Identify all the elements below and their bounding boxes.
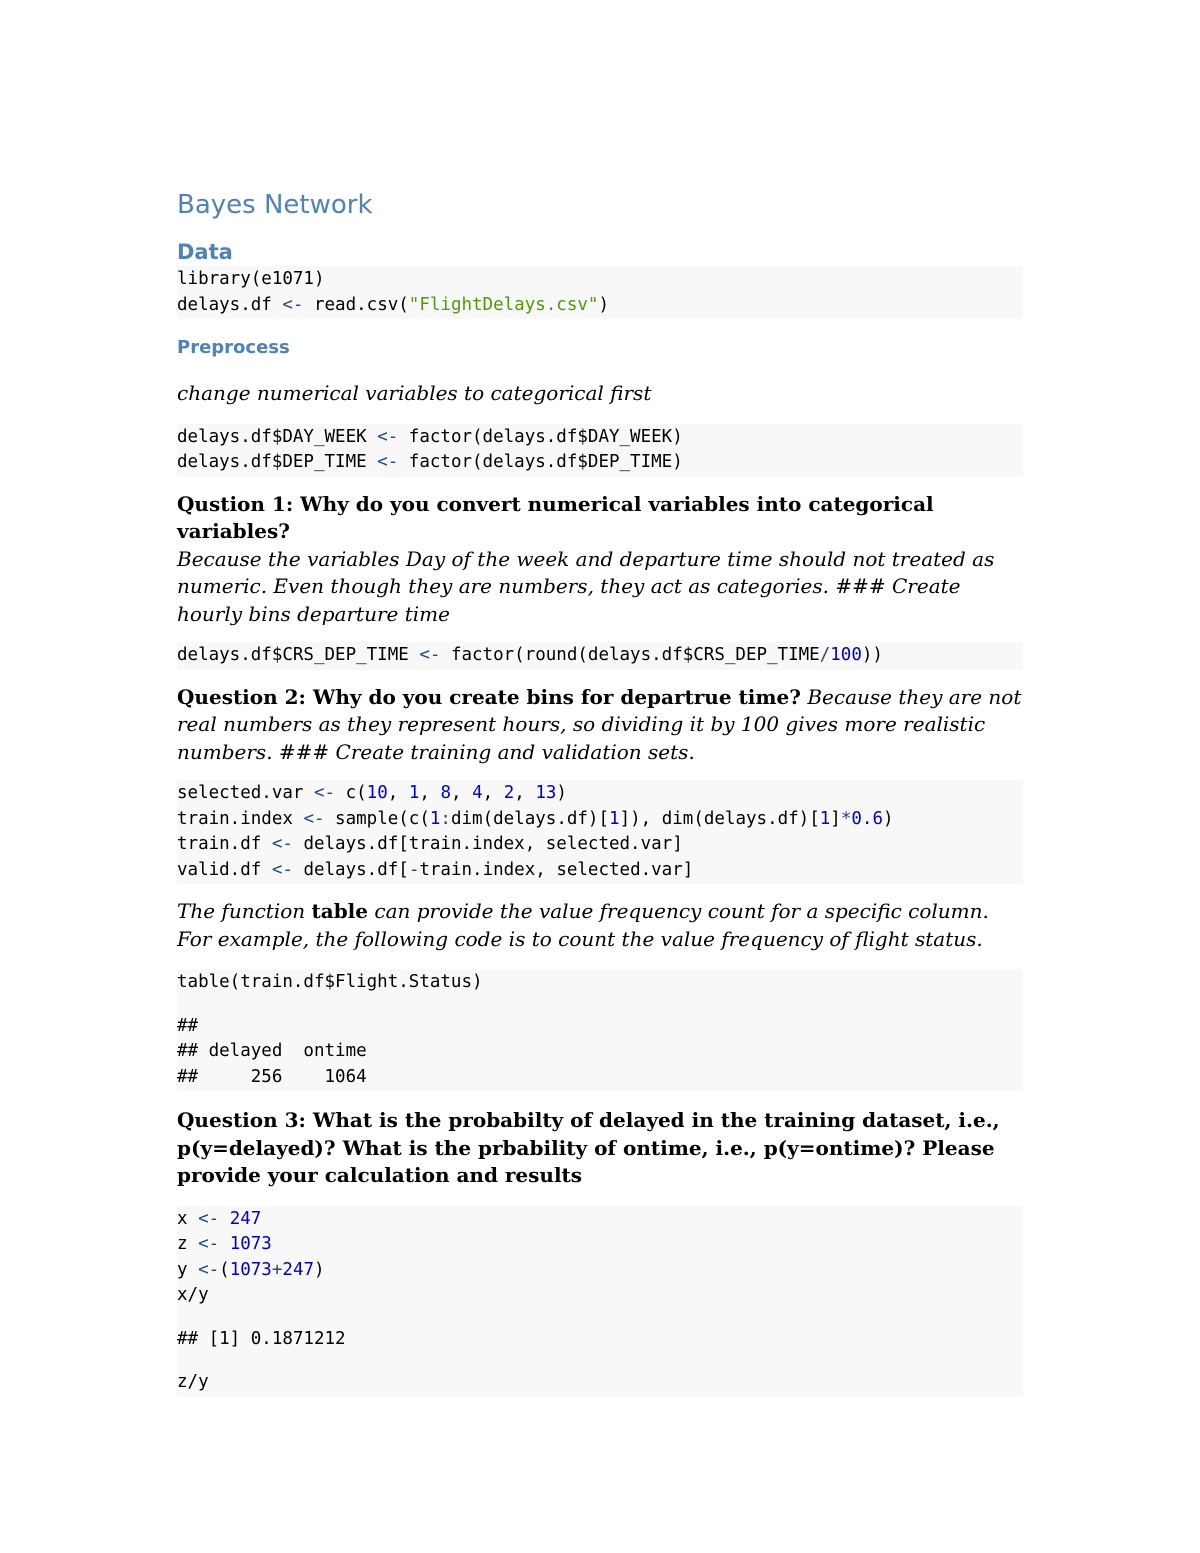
question-2 <box>177 684 1023 767</box>
question-1-text: Qustion 1: Why do you convert numerical variables into categorical variables? <box>177 491 934 543</box>
code-line: delays.df <- read.csv("FlightDelays.csv") <box>177 294 609 315</box>
answer-2-text: Because they are not real numbers as they represent hours, so dividing it by 100 gives more realistic numbers. ### Create training and validation sets. <box>177 684 1022 764</box>
document-content <box>177 190 1023 1411</box>
answer-1-text: Because the variables Day of the week and departure time should not treated as numeric. Even though they are numbers, they act as categories. ### Create hourly bins departure time <box>177 546 995 626</box>
code-line: table(train.df$Flight.Status) <box>177 972 483 992</box>
output-line: ## 256 1064 <box>177 1066 367 1087</box>
code-line: train.index <- sample(c(1:dim(delays.df)[1]), dim(delays.df)[1]*0.6) <box>177 808 894 829</box>
code-line: delays.df$DEP_TIME <- factor(delays.df$DEP_TIME) <box>177 452 683 472</box>
output-line: ## [1] 0.1871212 <box>177 1328 346 1349</box>
code-block-bins <box>177 642 1023 670</box>
code-line: z <- 1073 <box>177 1234 272 1254</box>
question-2-text: Question 2: Why do you create bins for departrue time? <box>177 684 801 709</box>
code-line: delays.df$DAY_WEEK <- factor(delays.df$DAY_WEEK) <box>177 426 683 447</box>
output-line: ## <box>177 1015 199 1036</box>
code-block-split <box>177 780 1023 884</box>
code-line: selected.var <- c(10, 1, 8, 4, 2, 13) <box>177 783 567 803</box>
code-line: train.df <- delays.df[train.index, selected.var] <box>177 834 683 854</box>
code-line: valid.df <- delays.df[-train.index, selected.var] <box>177 859 694 880</box>
question-1 <box>177 491 1023 629</box>
code-line: x <- 247 <box>177 1208 262 1229</box>
section-heading-preprocess: Preprocess <box>177 337 290 358</box>
code-line: delays.df$CRS_DEP_TIME <- factor(round(delays.df$CRS_DEP_TIME/100)) <box>177 645 883 665</box>
code-block-data <box>177 266 1023 319</box>
code-line: y <-(1073+247) <box>177 1259 325 1280</box>
question-3-text: Question 3: What is the probabilty of delayed in the training dataset, i.e., p(y=delayed)? What is the prbability of ontime, i.e., p(y=ontime)? Please provide your calculation and results <box>177 1108 1000 1187</box>
note-table-paragraph: The function table can provide the value frequency count for a specific column. For example, the following code is to count the value frequency of flight status. <box>177 899 989 951</box>
code-line: z/y <box>177 1372 209 1392</box>
code-block-calc <box>177 1206 1023 1397</box>
table-function-name: table <box>311 899 369 923</box>
page-title: Bayes Network <box>177 190 373 220</box>
code-line: x/y <box>177 1285 209 1305</box>
code-line: library(e1071) <box>177 269 325 289</box>
note-paragraph: change numerical variables to categorical first <box>177 381 652 405</box>
code-block-factor <box>177 424 1023 477</box>
section-heading-data: Data <box>177 240 233 264</box>
output-line: ## delayed ontime <box>177 1041 367 1061</box>
code-block-table <box>177 969 1023 1091</box>
